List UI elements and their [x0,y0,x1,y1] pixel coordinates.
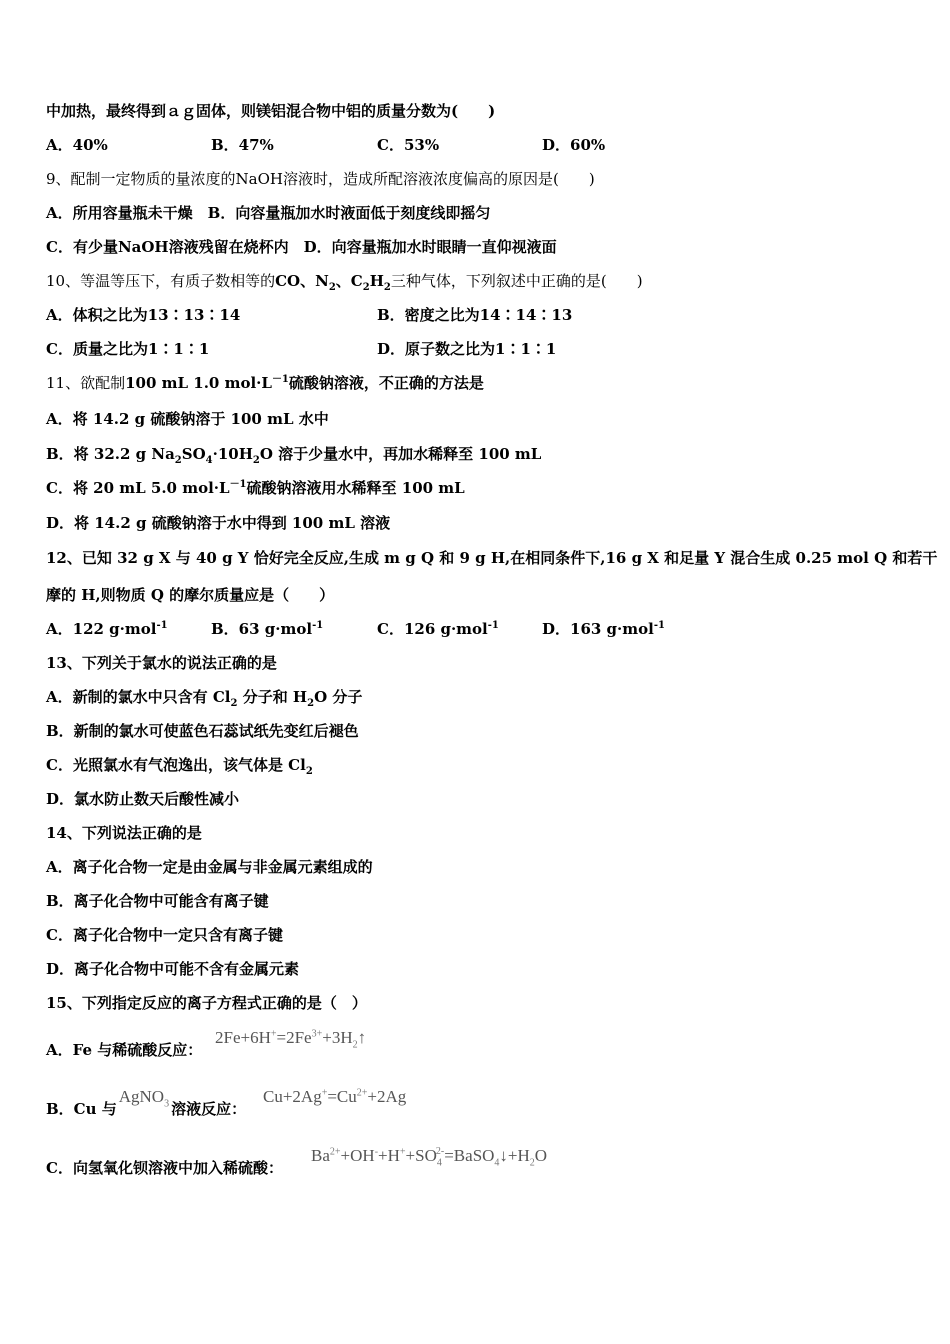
q12-option-b: B．63 g·mol$^{-1}$ [211,620,324,638]
q14-option-a: A．离子化合物一定是由金属与非金属元素组成的 [46,858,373,876]
q14-option-d: D．离子化合物中可能不含有金属元素 [46,960,300,978]
q8-option-c: C．53% [377,136,440,154]
q14-option-b: B．离子化合物中可能含有离子键 [46,892,269,910]
q14-stem: 14、下列说法正确的是 [46,824,202,842]
q15-option-b-label: B．Cu 与AgNO$_3$ 溶液反应： [46,1087,247,1118]
q8-option-b: B．47% [211,136,274,154]
q8-stem: 中加热，最终得到ａｇ固体，则镁铝混合物中铝的质量分数为( ) [46,102,496,120]
q11-option-c: C．将 20 mL 5.0 $mol\cdot L^{-1}$硫酸钠溶液用水稀释至 100 mL [46,479,465,497]
q12-option-c: C．126 g·mol$^{-1}$ [377,620,499,638]
q13-option-c: C．光照氯水有气泡逸出，该气体是 $Cl_2$ [46,756,313,777]
q13-stem: 13、下列关于氯水的说法正确的是 [46,654,277,672]
q12-option-d: D．163 g·mol$^{-1}$ [542,620,665,638]
q8-option-d: D．60% [542,136,606,154]
q12-option-a: A．122 g·mol$^{-1}$ [46,620,168,638]
q10-option-c: C．质量之比为1∶1∶1 [46,340,210,358]
q11-option-b: B．将 32.2 g $Na_2SO_4\cdot 10H_2O$ 溶于少量水中，再加水稀释至 100 mL [46,445,542,466]
q14-option-c: C．离子化合物中一定只含有离子键 [46,926,283,944]
agno3-formula: AgNO$_3$ [118,1087,170,1110]
q15-stem: 15、下列指定反应的离子方程式正确的是（ ） [46,994,367,1012]
q13-option-b: B．新制的氯水可使蓝色石蕊试纸先变红后褪色 [46,722,359,740]
q13-option-d: D．氯水防止数天后酸性减小 [46,790,240,808]
q10-option-a: A．体积之比为13∶13∶14 [46,306,241,324]
q10-stem: 10、等温等压下，有质子数相等的CO、$N_2$、$C_2H_2$三种气体，下列叙述中正确的是( ) [46,272,643,293]
q9-stem: 9、配制一定物质的量浓度的NaOH溶液时，造成所配溶液浓度偏高的原因是( ) [46,170,595,188]
q11-option-a: A．将 14.2 g 硫酸钠溶于 100 mL 水中 [46,410,329,428]
q15-option-a-equation: $2Fe+6H^+=2Fe^{3+}+3H_2↑$ [215,1028,367,1051]
q8-option-a: A．40% [46,136,108,154]
q10-option-d: D．原子数之比为1∶1∶1 [377,340,557,358]
q9-options-ab: A．所用容量瓶未干燥 B．向容量瓶加水时液面低于刻度线即摇匀 [46,204,491,222]
q12-stem-line2: 摩的 H,则物质 Q 的摩尔质量应是（ ） [46,586,335,604]
q11-option-d: D．将 14.2 g 硫酸钠溶于水中得到 100 mL 溶液 [46,514,391,532]
q15-option-b-equation: $Cu+2Ag^+=Cu^{2+}+2Ag$ [263,1087,407,1106]
q15-option-c-label: C．向氢氧化钡溶液中加入稀硫酸： [46,1159,283,1177]
q12-stem-line1: 12、已知 32 g X 与 40 g Y 恰好完全反应,生成 m g Q 和 9 g H,在相同条件下,16 g X 和足量 Y 混合生成 0.25 mol Q 和若干 [46,549,938,567]
q10-option-b: B．密度之比为14∶14∶13 [377,306,573,324]
q13-option-a: A．新制的氯水中只含有 $Cl_2$ 分子和 $H_2O$ 分子 [46,688,363,709]
q11-stem: 11、欲配制100 mL 1.0 $mol\cdot L^{-1}$硫酸钠溶液，不正确的方法是 [46,374,484,392]
q9-options-cd: C．有少量NaOH溶液残留在烧杯内 D．向容量瓶加水时眼睛一直仰视液面 [46,238,557,256]
q15-option-c-equation: $Ba^{2+}+OH^-+H^++SO_4^{2-}=BaSO_4↓+H_2O$ [311,1146,548,1169]
q15-option-a-label: A．Fe 与稀硫酸反应： [46,1041,203,1059]
